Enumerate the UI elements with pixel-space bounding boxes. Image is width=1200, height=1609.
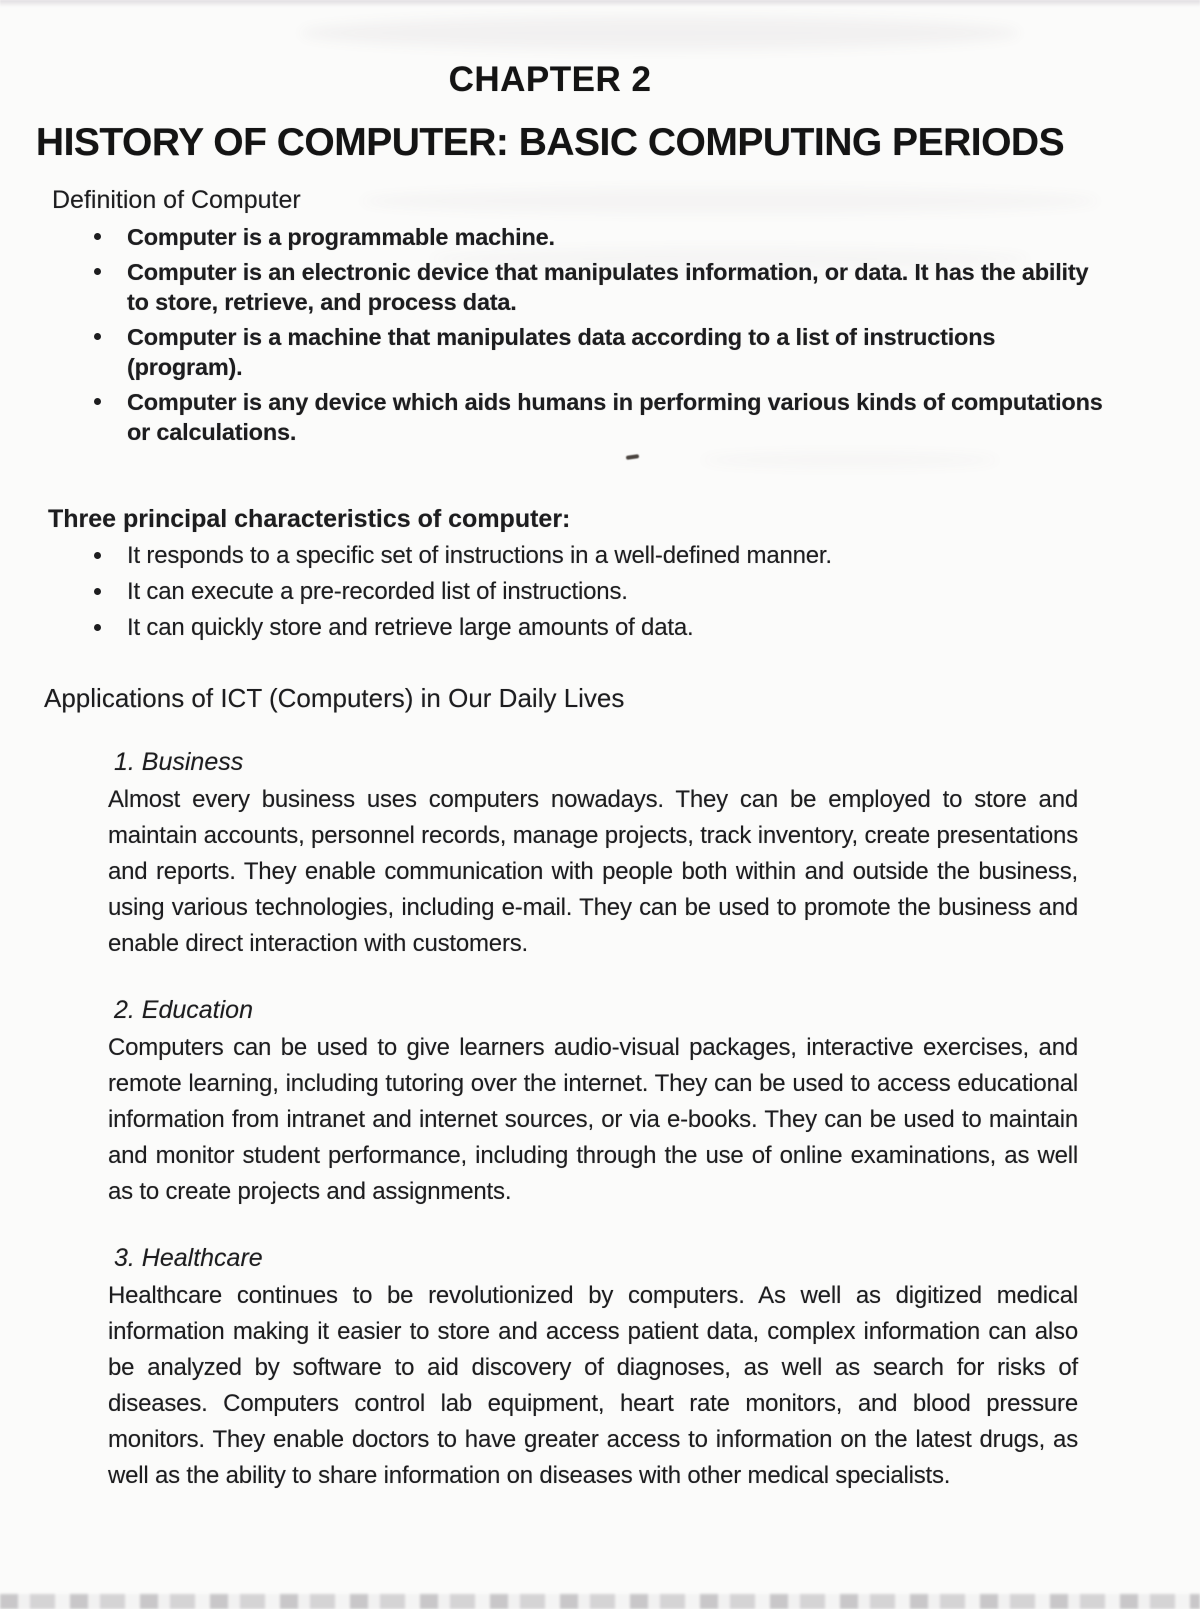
characteristics-bullet-list <box>127 541 1112 643</box>
application-item-education <box>108 996 1078 1210</box>
list-item: Computer is a programmable machine. <box>127 222 1112 252</box>
characteristics-heading: Three principal characteristics of computer: <box>48 505 571 533</box>
application-item-business <box>108 748 1078 962</box>
stray-pen-mark <box>626 454 639 460</box>
application-item-body: Almost every business uses computers nowadays. They can be employed to store and maintain accounts, personnel records, manage projects, track inventory, create presentations and reports. They enable communication with people both within and outside the business, using various technologies, including e-mail. They can be used to promote the business and enable direct interaction with customers. <box>108 786 1078 957</box>
application-item-body: Healthcare continues to be revolutionized by computers. As well as digitized medical information making it easier to store and access patient data, complex information can also be analyzed by software to aid discovery of diagnoses, as well as search for risks of diseases. Computers control lab equipment, heart rate monitors, and blood pressure monitors. They enable doctors to have greater access to information on the latest drugs, as well as the ability to share information on diseases with other medical specialists. <box>108 1282 1078 1489</box>
application-item-body: Computers can be used to give learners audio-visual packages, interactive exercises, and remote learning, including tutoring over the internet. They can be used to access educational information from intranet and internet sources, or via e-books. They can be used to maintain and monitor student performance, including through the use of online examinations, as well as to create projects and assignments. <box>108 1034 1078 1205</box>
application-item-title: 3. Healthcare <box>114 1244 263 1272</box>
list-item: It can execute a pre-recorded list of instructions. <box>127 577 1112 607</box>
list-item: Computer is any device which aids humans in performing various kinds of computations or calculations. <box>127 387 1112 447</box>
application-item-title: 1. Business <box>114 748 244 776</box>
characteristics-section <box>0 505 1200 643</box>
definition-bullet-list <box>127 222 1112 447</box>
applications-section <box>0 683 1200 1494</box>
list-item: It can quickly store and retrieve large amounts of data. <box>127 613 1112 643</box>
list-item: Computer is an electronic device that manipulates information, or data. It has the ability to store, retrieve, and process data. <box>127 257 1112 317</box>
list-item: Computer is a machine that manipulates data according to a list of instructions (program). <box>127 322 1112 382</box>
page-title: HISTORY OF COMPUTER: BASIC COMPUTING PERIODS <box>35 121 1065 164</box>
list-item: It responds to a specific set of instructions in a well-defined manner. <box>127 541 1112 571</box>
scan-bleedthrough-smudge <box>700 452 1000 468</box>
definition-section <box>0 186 1200 447</box>
application-item-title: 2. Education <box>114 996 253 1024</box>
chapter-label: CHAPTER 2 <box>448 60 652 99</box>
applications-heading: Applications of ICT (Computers) in Our Daily Lives <box>44 683 625 713</box>
document-header <box>0 0 1100 164</box>
definition-heading: Definition of Computer <box>52 186 301 214</box>
scan-artifact-bottom-edge <box>0 1594 1200 1609</box>
application-item-healthcare <box>108 1244 1078 1494</box>
